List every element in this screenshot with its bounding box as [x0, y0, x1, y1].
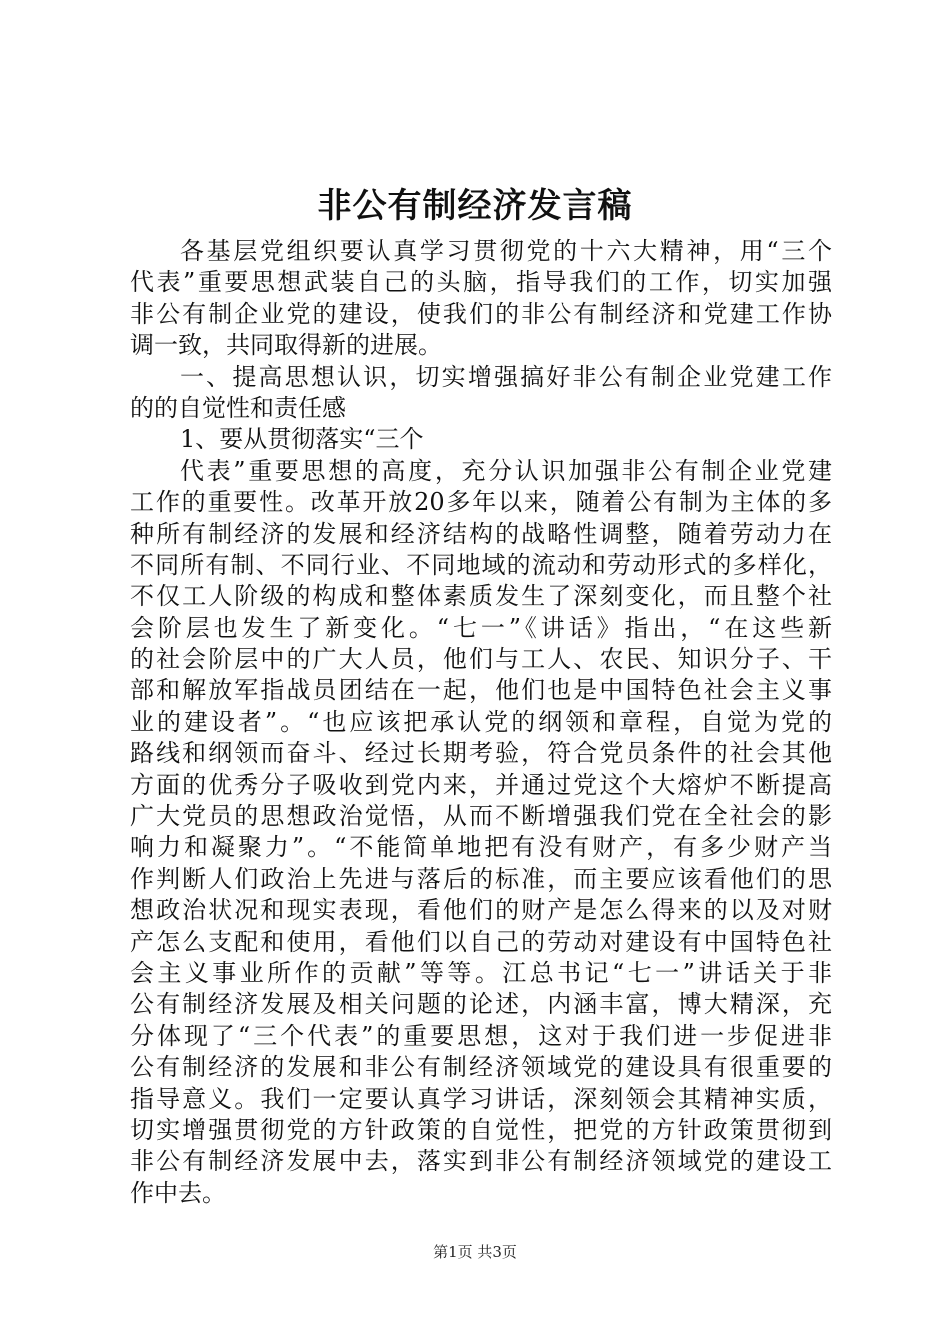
- body-line: 公有制经济发展及相关问题的论述，内涵丰富，博大精深，充: [130, 990, 832, 1019]
- body-line: 各基层党组织要认真学习贯彻党的十六大精神，用“三个: [180, 237, 832, 265]
- body-line: 会阶层也发生了新变化。“七一”《讲话》指出，“在这些新: [130, 613, 832, 642]
- body-line: 响力和凝聚力”。“不能简单地把有没有财产，有多少财产当: [130, 833, 832, 862]
- body-line: 方面的优秀分子吸收到党内来，并通过党这个大熔炉不断提高: [130, 770, 832, 799]
- body-line: 广大党员的思想政治觉悟，从而不断增强我们党在全社会的影: [130, 802, 832, 831]
- body-line: 不同所有制、不同行业、不同地域的流动和劳动形式的多样化，: [130, 550, 832, 579]
- body-line: 分体现了“三个代表”的重要思想，这对于我们进一步促进非: [130, 1021, 832, 1050]
- body-line: 代表”重要思想的高度，充分认识加强非公有制企业党建: [180, 456, 832, 485]
- page-number-footer: 第1页 共3页: [433, 1243, 517, 1261]
- body-line: 作中去。: [130, 1178, 226, 1207]
- body-line: 路线和纲领而奋斗、经过长期考验，符合党员条件的社会其他: [130, 739, 832, 768]
- body-line: 工作的重要性。改革开放20多年以来，随着公有制为主体的多: [130, 488, 832, 517]
- body-line: 代表”重要思想武装自己的头脑，指导我们的工作，切实加强: [130, 268, 832, 297]
- body-line: 想政治状况和现实表现，看他们的财产是怎么得来的以及对财: [130, 896, 832, 925]
- body-line: 业的建设者”。“也应该把承认党的纲领和章程，自觉为党的: [130, 707, 832, 736]
- body-line: 一、提高思想认识，切实增强搞好非公有制企业党建工作: [180, 362, 832, 391]
- body-line: 公有制经济的发展和非公有制经济领域党的建设具有很重要的: [130, 1053, 832, 1082]
- body-line: 不仅工人阶级的构成和整体素质发生了深刻变化，而且整个社: [130, 582, 832, 611]
- body-line: 的的自觉性和责任感: [130, 393, 346, 422]
- body-text: [130, 236, 832, 1209]
- body-line: 作判断人们政治上先进与落后的标准，而主要应该看他们的思: [130, 864, 832, 893]
- body-line: 非公有制企业党的建设，使我们的非公有制经济和党建工作协: [130, 299, 832, 328]
- body-line: 1、要从贯彻落实“三个: [180, 425, 424, 454]
- body-line: 非公有制经济发展中去，落实到非公有制经济领域党的建设工: [130, 1147, 832, 1176]
- body-line: 部和解放军指战员团结在一起，他们也是中国特色社会主义事: [130, 676, 832, 705]
- body-line: 种所有制经济的发展和经济结构的战略性调整，随着劳动力在: [130, 519, 832, 548]
- body-line: 产怎么支配和使用，看他们以自己的劳动对建设有中国特色社: [130, 927, 832, 956]
- body-line: 切实增强贯彻党的方针政策的自觉性，把党的方针政策贯彻到: [130, 1115, 832, 1144]
- page-title: 非公有制经济发言稿: [317, 186, 633, 226]
- body-line: 会主义事业所作的贡献”等等。江总书记“七一”讲话关于非: [130, 958, 832, 987]
- body-line: 指导意义。我们一定要认真学习讲话，深刻领会其精神实质，: [130, 1084, 832, 1113]
- body-line: 的社会阶层中的广大人员，他们与工人、农民、知识分子、干: [130, 645, 832, 674]
- body-line: 调一致，共同取得新的进展。: [130, 331, 442, 360]
